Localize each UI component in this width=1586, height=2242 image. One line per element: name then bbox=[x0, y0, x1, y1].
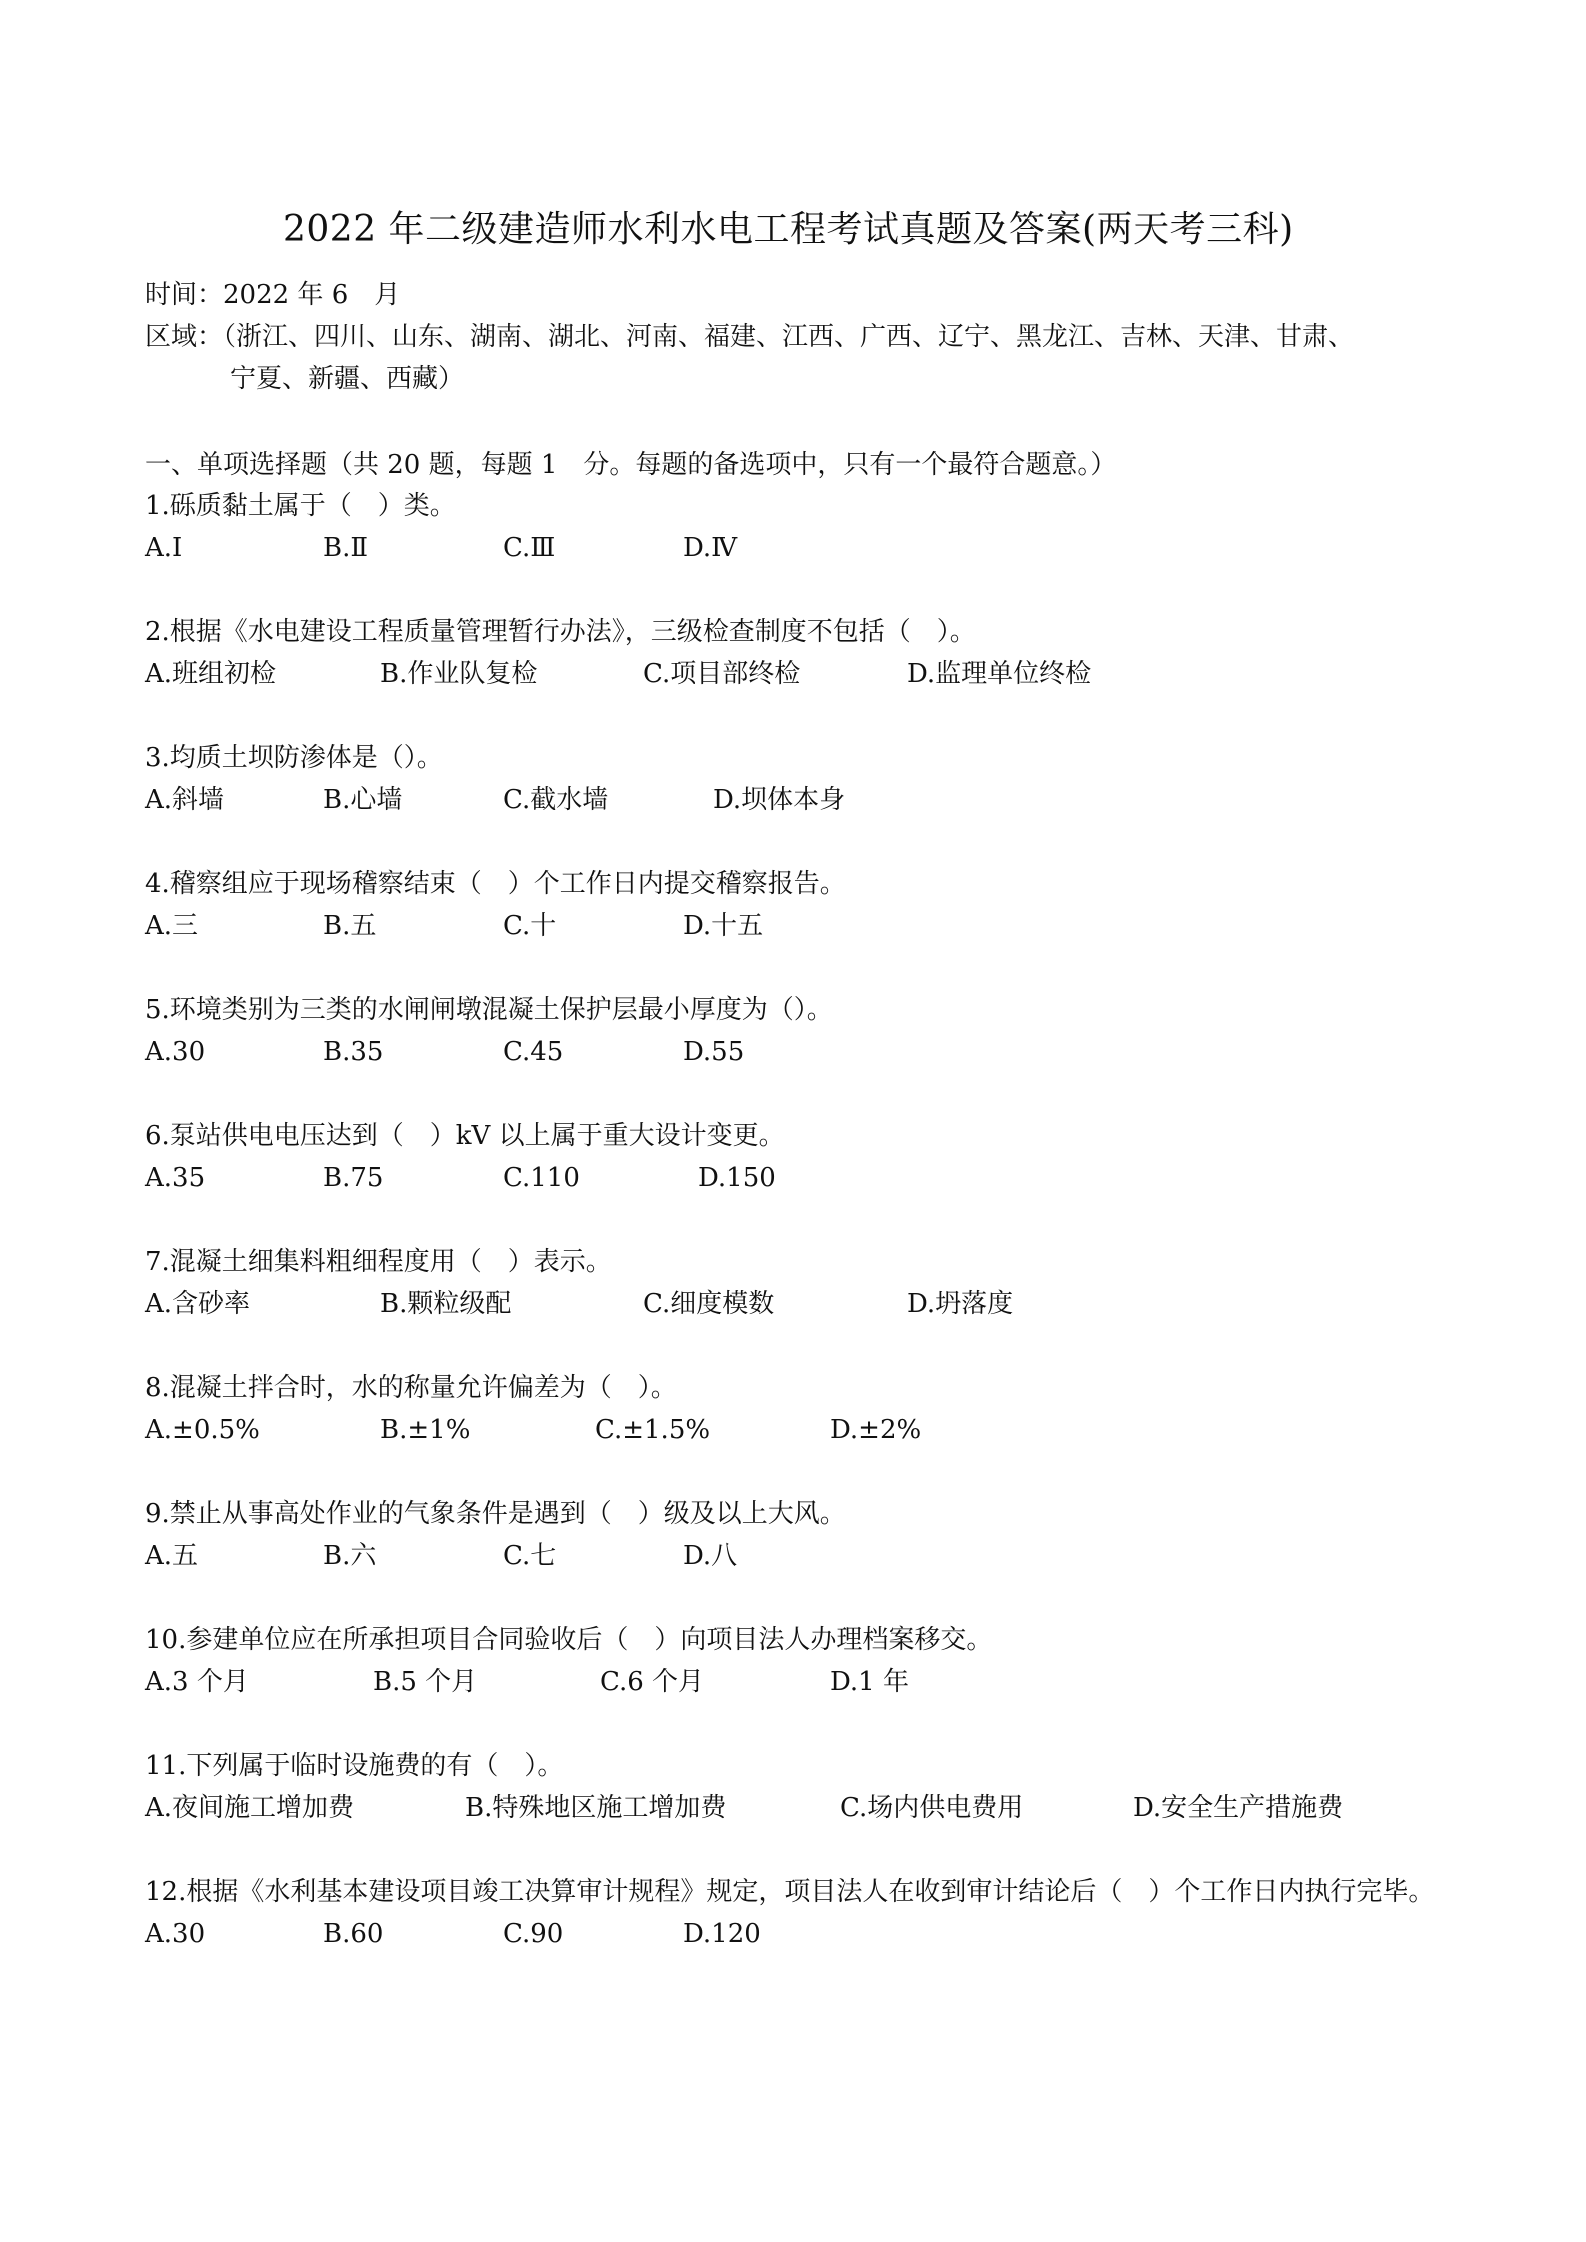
option-d: D.150 bbox=[698, 1163, 776, 1193]
option-row bbox=[145, 1409, 1465, 1451]
option-b: B.心墙 bbox=[323, 785, 403, 815]
option-d: D.监理单位终检 bbox=[907, 659, 1092, 689]
option-row bbox=[145, 1661, 1465, 1703]
option-d: D.安全生产措施费 bbox=[1133, 1793, 1344, 1823]
question-stem: 3.均质土坝防渗体是（）。 bbox=[145, 743, 443, 773]
document-title: 2022 年二级建造师水利水电工程考试真题及答案(两天考三科) bbox=[283, 209, 1294, 250]
question-stem: 6.泵站供电电压达到（ ）kV 以上属于重大设计变更。 bbox=[145, 1121, 785, 1151]
option-d: D.坍落度 bbox=[907, 1289, 1014, 1319]
question-1 bbox=[145, 485, 1465, 569]
option-a: A.Ⅰ bbox=[145, 533, 183, 563]
option-b: B.35 bbox=[323, 1037, 384, 1067]
option-b: B.颗粒级配 bbox=[380, 1289, 512, 1319]
option-a: A.斜墙 bbox=[145, 785, 225, 815]
option-a: A.班组初检 bbox=[145, 659, 277, 689]
option-c: C.项目部终检 bbox=[643, 659, 801, 689]
question-10 bbox=[145, 1619, 1465, 1703]
option-a: A.含砂率 bbox=[145, 1289, 251, 1319]
question-stem: 4.稽察组应于现场稽察结束（ ）个工作日内提交稽察报告。 bbox=[145, 869, 846, 899]
question-9 bbox=[145, 1493, 1465, 1577]
option-a: A.五 bbox=[145, 1541, 199, 1571]
option-d: D.八 bbox=[683, 1541, 738, 1571]
question-11 bbox=[145, 1745, 1465, 1829]
exam-region-line-1: 区域：（浙江、四川、山东、湖南、湖北、河南、福建、江西、广西、辽宁、黑龙江、吉林、天津、甘肃、 bbox=[145, 322, 1355, 352]
question-stem: 2.根据《水电建设工程质量管理暂行办法》，三级检查制度不包括（ ）。 bbox=[145, 617, 976, 647]
question-12 bbox=[145, 1871, 1465, 1955]
question-list bbox=[145, 485, 1465, 1997]
question-7 bbox=[145, 1241, 1465, 1325]
question-stem: 7.混凝土细集料粗细程度用（ ）表示。 bbox=[145, 1247, 612, 1277]
option-c: C.七 bbox=[503, 1541, 557, 1571]
option-a: A.35 bbox=[145, 1163, 206, 1193]
section-heading: 一、单项选择题（共 20 题，每题 1 分。每题的备选项中，只有一个最符合题意。） bbox=[145, 450, 1117, 480]
option-a: A.3 个月 bbox=[145, 1667, 249, 1697]
option-b: B.5 个月 bbox=[373, 1667, 478, 1697]
exam-region-line-2: 宁夏、新疆、西藏） bbox=[230, 364, 465, 394]
option-row bbox=[145, 1283, 1465, 1325]
question-stem: 10.参建单位应在所承担项目合同验收后（ ）向项目法人办理档案移交。 bbox=[145, 1625, 993, 1655]
option-c: C.十 bbox=[503, 911, 557, 941]
option-b: B.六 bbox=[323, 1541, 377, 1571]
option-c: C.90 bbox=[503, 1919, 564, 1949]
option-c: C.110 bbox=[503, 1163, 580, 1193]
option-c: C.Ⅲ bbox=[503, 533, 556, 563]
option-b: B.75 bbox=[323, 1163, 384, 1193]
question-stem: 9.禁止从事高处作业的气象条件是遇到（ ）级及以上大风。 bbox=[145, 1499, 846, 1529]
option-d: D.±2% bbox=[830, 1415, 922, 1445]
question-stem: 5.环境类别为三类的水闸闸墩混凝土保护层最小厚度为（）。 bbox=[145, 995, 833, 1025]
option-c: C.6 个月 bbox=[600, 1667, 705, 1697]
option-row bbox=[145, 1535, 1465, 1577]
option-d: D.坝体本身 bbox=[713, 785, 846, 815]
question-5 bbox=[145, 989, 1465, 1073]
question-stem: 8.混凝土拌合时，水的称量允许偏差为（ ）。 bbox=[145, 1373, 677, 1403]
question-stem: 11.下列属于临时设施费的有（ ）。 bbox=[145, 1751, 564, 1781]
option-b: B.作业队复检 bbox=[380, 659, 538, 689]
option-c: C.场内供电费用 bbox=[840, 1793, 1024, 1823]
option-d: D.十五 bbox=[683, 911, 764, 941]
option-b: B.60 bbox=[323, 1919, 384, 1949]
option-b: B.Ⅱ bbox=[323, 533, 369, 563]
option-row bbox=[145, 527, 1465, 569]
question-stem: 12.根据《水利基本建设项目竣工决算审计规程》规定，项目法人在收到审计结论后（ ）个工作日内执行完毕。 bbox=[145, 1877, 1435, 1907]
option-d: D.55 bbox=[683, 1037, 745, 1067]
option-a: A.30 bbox=[145, 1919, 206, 1949]
option-d: D.1 年 bbox=[830, 1667, 909, 1697]
option-d: D.120 bbox=[683, 1919, 761, 1949]
option-row bbox=[145, 653, 1465, 695]
option-c: C.±1.5% bbox=[595, 1415, 711, 1445]
option-c: C.45 bbox=[503, 1037, 564, 1067]
option-a: A.夜间施工增加费 bbox=[145, 1793, 355, 1823]
option-row bbox=[145, 1157, 1465, 1199]
exam-time: 时间：2022 年 6 月 bbox=[145, 280, 401, 310]
question-2 bbox=[145, 611, 1465, 695]
question-6 bbox=[145, 1115, 1465, 1199]
question-3 bbox=[145, 737, 1465, 821]
option-row bbox=[145, 1031, 1465, 1073]
option-a: A.三 bbox=[145, 911, 199, 941]
question-8 bbox=[145, 1367, 1465, 1451]
option-d: D.Ⅳ bbox=[683, 533, 738, 563]
option-row bbox=[145, 1787, 1465, 1829]
option-row bbox=[145, 905, 1465, 947]
option-a: A.±0.5% bbox=[145, 1415, 260, 1445]
option-c: C.截水墙 bbox=[503, 785, 609, 815]
option-b: B.五 bbox=[323, 911, 377, 941]
question-4 bbox=[145, 863, 1465, 947]
option-b: B.±1% bbox=[380, 1415, 471, 1445]
option-b: B.特殊地区施工增加费 bbox=[465, 1793, 727, 1823]
option-row bbox=[145, 1913, 1465, 1955]
option-a: A.30 bbox=[145, 1037, 206, 1067]
option-c: C.细度模数 bbox=[643, 1289, 775, 1319]
option-row bbox=[145, 779, 1465, 821]
question-stem: 1.砾质黏土属于（ ）类。 bbox=[145, 491, 456, 521]
